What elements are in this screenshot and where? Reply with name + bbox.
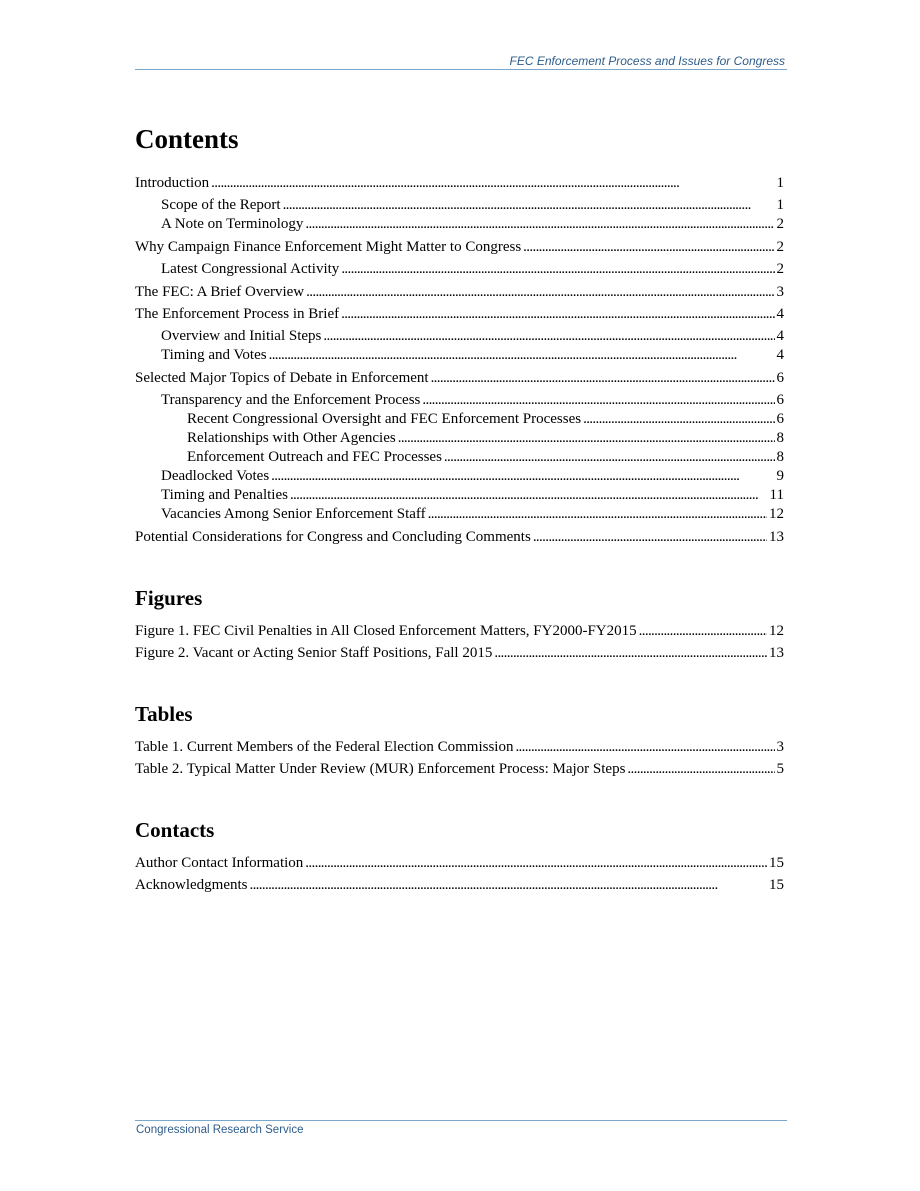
toc-page-number: 1 <box>776 175 784 191</box>
toc-page-number: 4 <box>776 306 784 322</box>
toc-dot-leader <box>494 644 767 663</box>
toc-entry-title: Selected Major Topics of Debate in Enforcement <box>135 370 429 386</box>
toc-page-number: 6 <box>776 392 784 408</box>
toc-page-number: 15 <box>769 877 784 893</box>
toc-dot-leader <box>211 174 774 193</box>
toc-dot-leader <box>323 327 774 346</box>
toc-dot-leader <box>639 622 767 641</box>
toc-entry-title: The FEC: A Brief Overview <box>135 284 305 300</box>
toc-dot-leader <box>422 391 774 410</box>
header-rule <box>135 69 787 70</box>
toc-entry-title: Author Contact Information <box>135 855 304 871</box>
tables-heading: Tables <box>135 702 193 726</box>
toc-page-number: 6 <box>776 411 784 427</box>
toc-page-number: 11 <box>769 487 784 503</box>
toc-entry-title: Timing and Votes <box>161 347 267 363</box>
toc-page-number: 5 <box>776 761 784 777</box>
toc-page-number: 8 <box>776 449 784 465</box>
toc-entry-table-2[interactable] <box>135 760 784 779</box>
toc-page-number: 1 <box>776 197 784 213</box>
toc-entry-title: Scope of the Report <box>161 197 281 213</box>
toc-page-number: 2 <box>776 261 784 277</box>
toc-entry-title: Why Campaign Finance Enforcement Might Matter to Congress <box>135 239 522 255</box>
toc-entry-title: Transparency and the Enforcement Process <box>161 392 421 408</box>
toc-page-number: 3 <box>776 284 784 300</box>
toc-entry-why-enforcement-matters[interactable] <box>135 238 784 257</box>
footer-rule <box>135 1120 787 1121</box>
toc-entry-deadlocked-votes[interactable] <box>161 467 784 486</box>
toc-dot-leader <box>431 369 775 388</box>
toc-entry-vacancies[interactable] <box>161 505 784 524</box>
toc-dot-leader <box>305 215 774 234</box>
toc-entry-title: Latest Congressional Activity <box>161 261 340 277</box>
toc-entry-title: Enforcement Outreach and FEC Processes <box>187 449 442 465</box>
toc-entry-enforcement-outreach[interactable] <box>187 448 784 467</box>
contents-heading: Contents <box>135 124 239 154</box>
toc-entry-enforcement-process-in-brief[interactable] <box>135 305 784 324</box>
toc-page-number: 13 <box>769 645 784 661</box>
toc-entry-title: Figure 1. FEC Civil Penalties in All Closed Enforcement Matters, FY2000-FY2015 <box>135 623 637 639</box>
toc-entry-title: Table 2. Typical Matter Under Review (MUR) Enforcement Process: Major Steps <box>135 761 626 777</box>
toc-entry-timing-and-penalties[interactable] <box>161 486 784 505</box>
toc-page-number: 2 <box>776 239 784 255</box>
toc-entry-recent-congressional-oversight[interactable] <box>187 410 784 429</box>
toc-entry-author-contact[interactable] <box>135 854 784 873</box>
toc-entry-title: The Enforcement Process in Brief <box>135 306 340 322</box>
toc-entry-title: Acknowledgments <box>135 877 248 893</box>
toc-entry-title: Timing and Penalties <box>161 487 288 503</box>
toc-dot-leader <box>398 429 775 448</box>
toc-page-number: 3 <box>776 739 784 755</box>
toc-entry-title: Introduction <box>135 175 210 191</box>
toc-entry-title: Recent Congressional Oversight and FEC Enforcement Processes <box>187 411 582 427</box>
toc-page-number: 9 <box>776 468 784 484</box>
toc-entry-potential-considerations[interactable] <box>135 528 784 547</box>
toc-page-number: 4 <box>776 328 784 344</box>
toc-entry-title: Relationships with Other Agencies <box>187 430 396 446</box>
toc-entry-title: Table 1. Current Members of the Federal Election Commission <box>135 739 514 755</box>
toc-page-number: 13 <box>769 529 784 545</box>
toc-entry-timing-and-votes[interactable] <box>161 346 784 365</box>
contacts-heading: Contacts <box>135 818 215 842</box>
toc-dot-leader <box>341 305 774 324</box>
toc-page-number: 15 <box>769 855 784 871</box>
toc-entry-fec-brief-overview[interactable] <box>135 283 784 302</box>
toc-dot-leader <box>271 467 774 486</box>
toc-entry-title: Potential Considerations for Congress and Concluding Comments <box>135 529 531 545</box>
toc-entry-transparency[interactable] <box>161 391 784 410</box>
toc-entry-figure-2[interactable] <box>135 644 784 663</box>
toc-page-number: 6 <box>776 370 784 386</box>
toc-entry-figure-1[interactable] <box>135 622 784 641</box>
toc-dot-leader <box>428 505 767 524</box>
toc-entry-table-1[interactable] <box>135 738 784 757</box>
toc-entry-scope-of-the-report[interactable] <box>161 196 784 215</box>
toc-page-number: 12 <box>769 506 784 522</box>
toc-dot-leader <box>249 876 767 895</box>
toc-entry-introduction[interactable] <box>135 174 784 193</box>
toc-entry-overview-and-initial-steps[interactable] <box>161 327 784 346</box>
toc-page-number: 8 <box>776 430 784 446</box>
toc-entry-title: Deadlocked Votes <box>161 468 270 484</box>
figures-heading: Figures <box>135 586 203 610</box>
toc-entry-title: Overview and Initial Steps <box>161 328 322 344</box>
toc-dot-leader <box>444 448 775 467</box>
toc-dot-leader <box>305 854 767 873</box>
toc-entry-selected-major-topics[interactable] <box>135 369 784 388</box>
toc-dot-leader <box>583 410 774 429</box>
toc-entry-a-note-on-terminology[interactable] <box>161 215 784 234</box>
toc-entry-title: Figure 2. Vacant or Acting Senior Staff Positions, Fall 2015 <box>135 645 493 661</box>
toc-entry-title: A Note on Terminology <box>161 216 304 232</box>
toc-dot-leader <box>283 196 775 215</box>
toc-dot-leader <box>341 260 774 279</box>
running-footer: Congressional Research Service <box>136 1124 304 1136</box>
toc-dot-leader <box>533 528 767 547</box>
toc-dot-leader <box>523 238 774 257</box>
toc-entry-relationships-other-agencies[interactable] <box>187 429 784 448</box>
toc-dot-leader <box>269 346 775 365</box>
toc-entry-title: Vacancies Among Senior Enforcement Staff <box>161 506 426 522</box>
toc-dot-leader <box>306 283 774 302</box>
toc-entry-acknowledgments[interactable] <box>135 876 784 895</box>
toc-entry-latest-congressional-activity[interactable] <box>161 260 784 279</box>
toc-dot-leader <box>290 486 768 505</box>
toc-page-number: 4 <box>776 347 784 363</box>
toc-page-number: 2 <box>776 216 784 232</box>
running-header: FEC Enforcement Process and Issues for Congress <box>509 54 785 68</box>
toc-dot-leader <box>627 760 774 779</box>
toc-page-number: 12 <box>769 623 784 639</box>
toc-dot-leader <box>515 738 774 757</box>
